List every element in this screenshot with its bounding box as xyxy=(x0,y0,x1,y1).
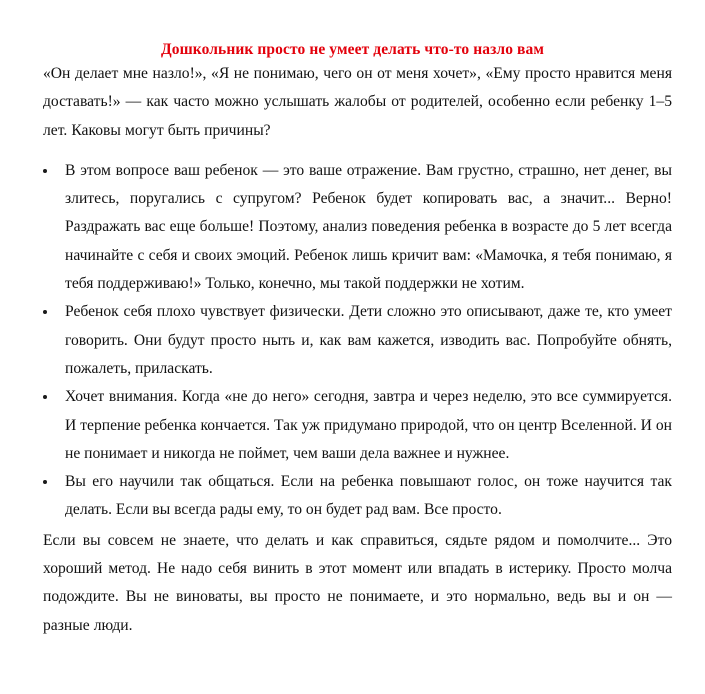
page-title: Дошкольник просто не умеет делать что-то назло вам xyxy=(160,41,545,59)
intro-paragraph: «Он делает мне назло!», «Я не понимаю, чего он от меня хочет», «Ему просто нравится меня доставать!» — как часто можно услышать жалобы от родителей, особенно если ребенку 1–5 лет. Каковы могут быть причины? xyxy=(43,65,672,139)
bullet-icon xyxy=(43,310,47,314)
list-item-text: В этом вопросе ваш ребенок — это ваше отражение. Вам грустно, страшно, нет денег, вы злитесь, поругались с супругом? Ребенок будет копировать вас, а значит... Верно! Раздражать вас еще больше! Поэтому, анализ поведения ребенка в возрасте до 5 лет всегда начинайте с себя и своих эмоций. Ребенок лишь кричит вам: «Мамочка, я тебя понимаю, я тебя поддерживаю!» Только, конечно, мы такой поддержки не хотим. xyxy=(65,161,672,293)
closing-paragraph: Если вы совсем не знаете, что делать и как справиться, сядьте рядом и помолчите... Это хороший метод. Не надо себя винить в этот момент или впадать в истерику. Просто молча подождите. Вы не виноваты, вы просто не понимаете, и это нормально, ведь вы и он — разные люди. xyxy=(43,531,672,634)
list-item-text: Вы его научили так общаться. Если на ребенка повышают голос, он тоже научится так делать. Если вы всегда рады ему, то он будет рад вам. Все просто. xyxy=(65,473,672,519)
bullet-icon xyxy=(43,395,47,399)
bullet-icon xyxy=(43,169,47,173)
list-item-text: Хочет внимания. Когда «не до него» сегодня, завтра и через неделю, это все суммируется. И терпение ребенка кончается. Так уж придумано природой, что он центр Вселенной. И он не понимает и никогда не поймет, чем ваши дела важнее и нужнее. xyxy=(65,388,672,462)
bullet-icon xyxy=(43,480,47,484)
list-item xyxy=(43,468,672,525)
list-item xyxy=(43,157,672,298)
article-body xyxy=(43,60,672,640)
list-item xyxy=(43,298,672,383)
list-item xyxy=(43,383,672,468)
list-item-text: Ребенок себя плохо чувствует физически. Дети сложно это описывают, даже те, кто умеет говорить. Они будут просто ныть и, как вам кажется, изводить вас. Попробуйте обнять, пожалеть, приласкать. xyxy=(65,303,672,377)
reasons-list xyxy=(43,157,672,525)
